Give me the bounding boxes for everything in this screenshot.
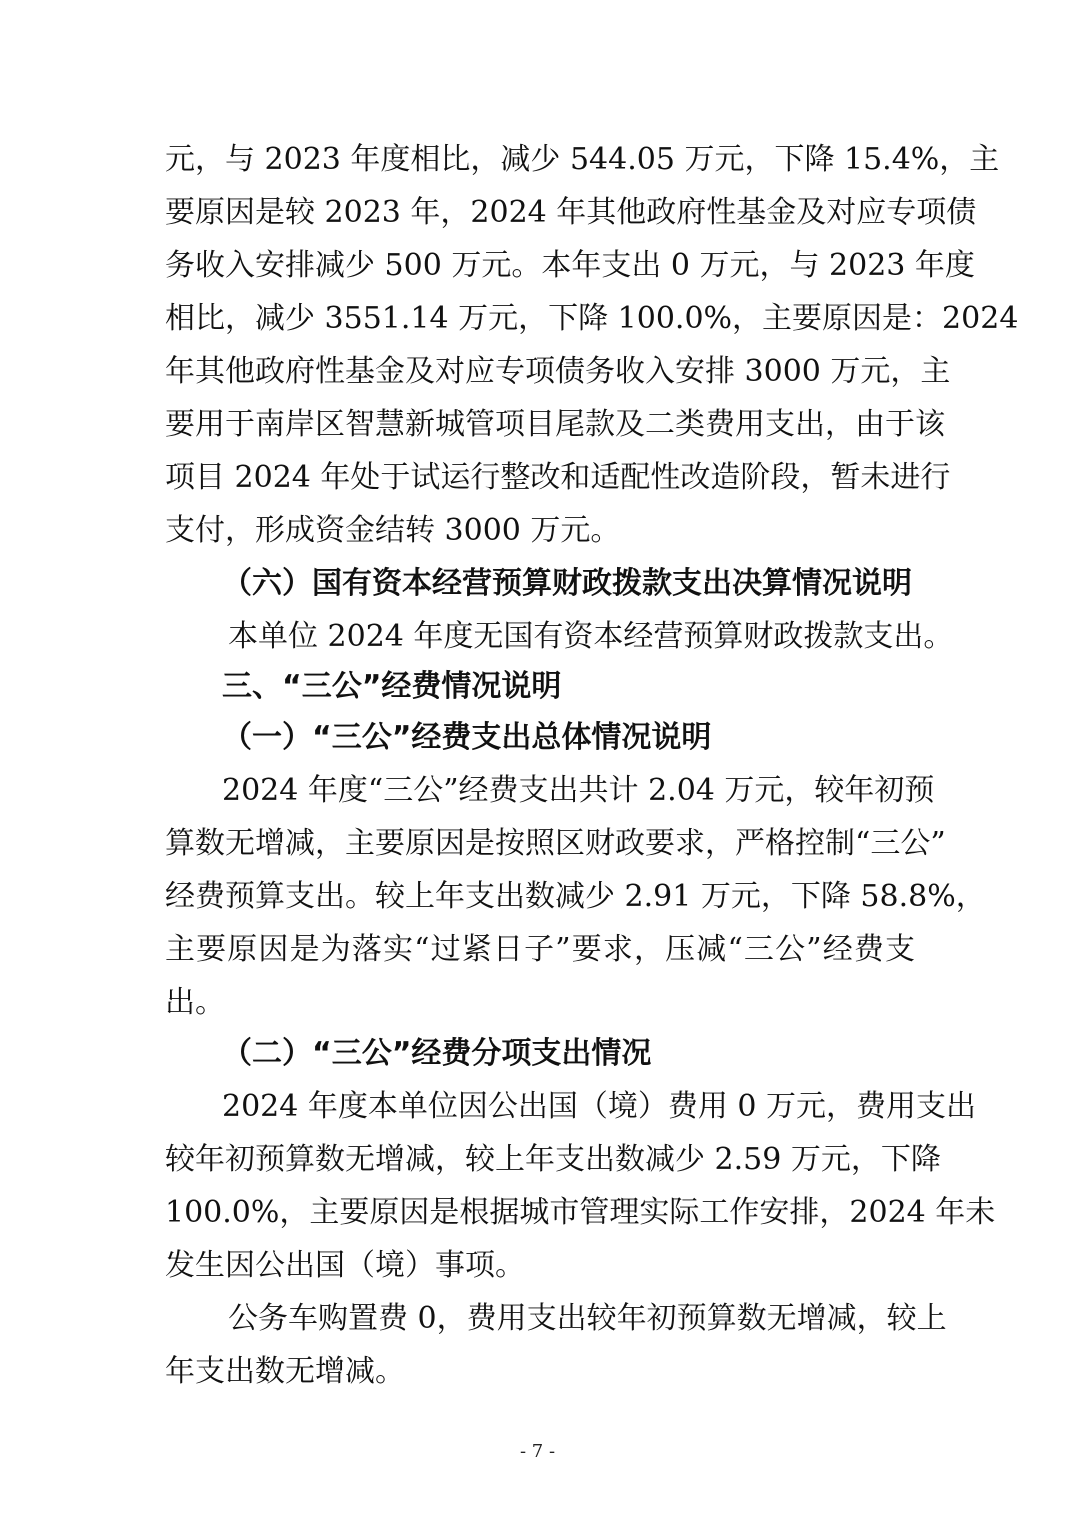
paragraph-line: 2024 年度本单位因公出国（境）费用 0 万元，费用支出 bbox=[222, 1089, 977, 1124]
paragraph-line: 2024 年度“三公”经费支出共计 2.04 万元，较年初预 bbox=[222, 773, 935, 808]
section-heading: （六）国有资本经营预算财政拨款支出决算情况说明 bbox=[222, 566, 912, 601]
paragraph-line: 项目 2024 年处于试运行整改和适配性改造阶段，暂未进行 bbox=[165, 460, 951, 495]
paragraph-line: 要用于南岸区智慧新城管项目尾款及二类费用支出，由于该 bbox=[165, 407, 945, 442]
subsection-heading: （一）“三公”经费支出总体情况说明 bbox=[222, 720, 712, 755]
paragraph-line: 元，与 2023 年度相比，减少 544.05 万元，下降 15.4%，主 bbox=[165, 142, 1000, 177]
paragraph-line: 100.0%，主要原因是根据城市管理实际工作安排，2024 年未 bbox=[165, 1195, 996, 1230]
paragraph-line: 主要原因是为落实“过紧日子”要求，压减“三公”经费支 bbox=[165, 932, 915, 967]
paragraph-line: 公务车购置费 0，费用支出较年初预算数无增减，较上 bbox=[228, 1301, 947, 1336]
paragraph-line: 经费预算支出。较上年支出数减少 2.91 万元，下降 58.8%， bbox=[165, 879, 986, 914]
paragraph-line: 本单位 2024 年度无国有资本经营预算财政拨款支出。 bbox=[228, 619, 954, 654]
subsection-heading: （二）“三公”经费分项支出情况 bbox=[222, 1036, 652, 1071]
page-number: - 7 - bbox=[519, 1441, 556, 1462]
paragraph-line: 较年初预算数无增减，较上年支出数减少 2.59 万元，下降 bbox=[165, 1142, 941, 1177]
section-heading: 三、“三公”经费情况说明 bbox=[222, 669, 562, 704]
paragraph-line: 支付，形成资金结转 3000 万元。 bbox=[165, 513, 621, 548]
paragraph-line: 务收入安排减少 500 万元。本年支出 0 万元，与 2023 年度 bbox=[165, 248, 975, 283]
paragraph-line: 要原因是较 2023 年，2024 年其他政府性基金及对应专项债 bbox=[165, 195, 977, 230]
paragraph-line: 年其他政府性基金及对应专项债务收入安排 3000 万元，主 bbox=[165, 354, 951, 389]
paragraph-line: 年支出数无增减。 bbox=[165, 1354, 405, 1389]
paragraph-line: 出。 bbox=[165, 985, 225, 1020]
paragraph-line: 相比，减少 3551.14 万元，下降 100.0%，主要原因是：2024 bbox=[165, 301, 1019, 336]
paragraph-line: 算数无增减，主要原因是按照区财政要求，严格控制“三公” bbox=[165, 826, 946, 861]
paragraph-line: 发生因公出国（境）事项。 bbox=[165, 1248, 525, 1283]
